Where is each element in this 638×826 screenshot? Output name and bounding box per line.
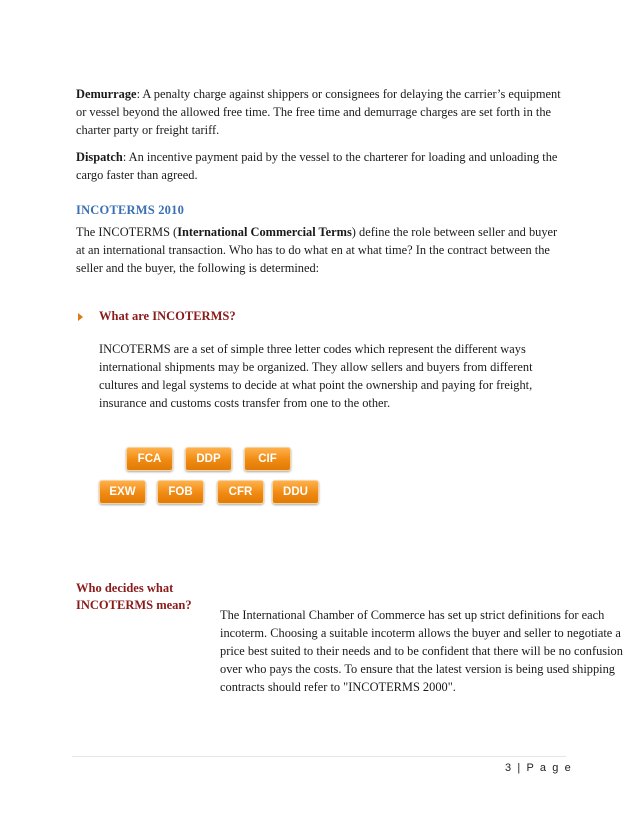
code-fca: FCA [126,447,173,471]
incoterms-2010-heading: INCOTERMS 2010 [76,203,185,217]
what-are-incoterms-heading: What are INCOTERMS? [99,309,236,323]
intro-before: The INCOTERMS ( [76,225,178,239]
bullet-arrow-icon [78,313,83,321]
code-cif: CIF [244,447,291,471]
who-decides-paragraph: The International Chamber of Commerce has set up strict definitions for each incoterm. Choosing a suitable incoterm allows the buyer and seller to negotiate a price best suited to their needs and to be confident that there will be no confusion over who pays the costs. To ensure that the latest version is being used shipping contracts should refer to "INCOTERMS 2000". [220,608,623,694]
code-ddp: DDP [185,447,232,471]
who-decides-heading: Who decides what INCOTERMS mean? [76,581,192,612]
code-cfr: CFR [217,480,264,504]
intro-after: ) define the role between seller and buyer at an international transaction. Who has to do what en at what time? In the contract between the seller and the buyer, the following is determined: [76,225,558,275]
intro-paragraph [76,223,568,277]
dispatch-paragraph [76,148,568,184]
code-ddu: DDU [272,480,319,504]
demurrage-term: Demurrage [76,87,137,101]
page-number: 3 | P a g e [505,762,573,774]
intro-bold-term: International Commercial Terms [177,225,352,239]
code-exw: EXW [99,480,146,504]
what-are-incoterms-paragraph: INCOTERMS are a set of simple three letter codes which represent the different ways international shipments may be organized. They allow sellers and buyers from different cultures and legal systems to decide at what point the ownership and paying for freight, insurance and customs costs transfer from one to the other. [99,342,533,410]
dispatch-definition: : An incentive payment paid by the vessel to the charterer for loading and unloading the cargo faster than agreed. [76,150,558,182]
code-fob: FOB [157,480,204,504]
demurrage-paragraph [76,85,568,139]
dispatch-term: Dispatch [76,150,123,164]
demurrage-definition: : A penalty charge against shippers or consignees for delaying the carrier’s equipment or vessel beyond the allowed free time. The free time and demurrage charges are set forth in the charter party or freight tariff. [76,87,561,137]
footer-divider [72,756,566,757]
